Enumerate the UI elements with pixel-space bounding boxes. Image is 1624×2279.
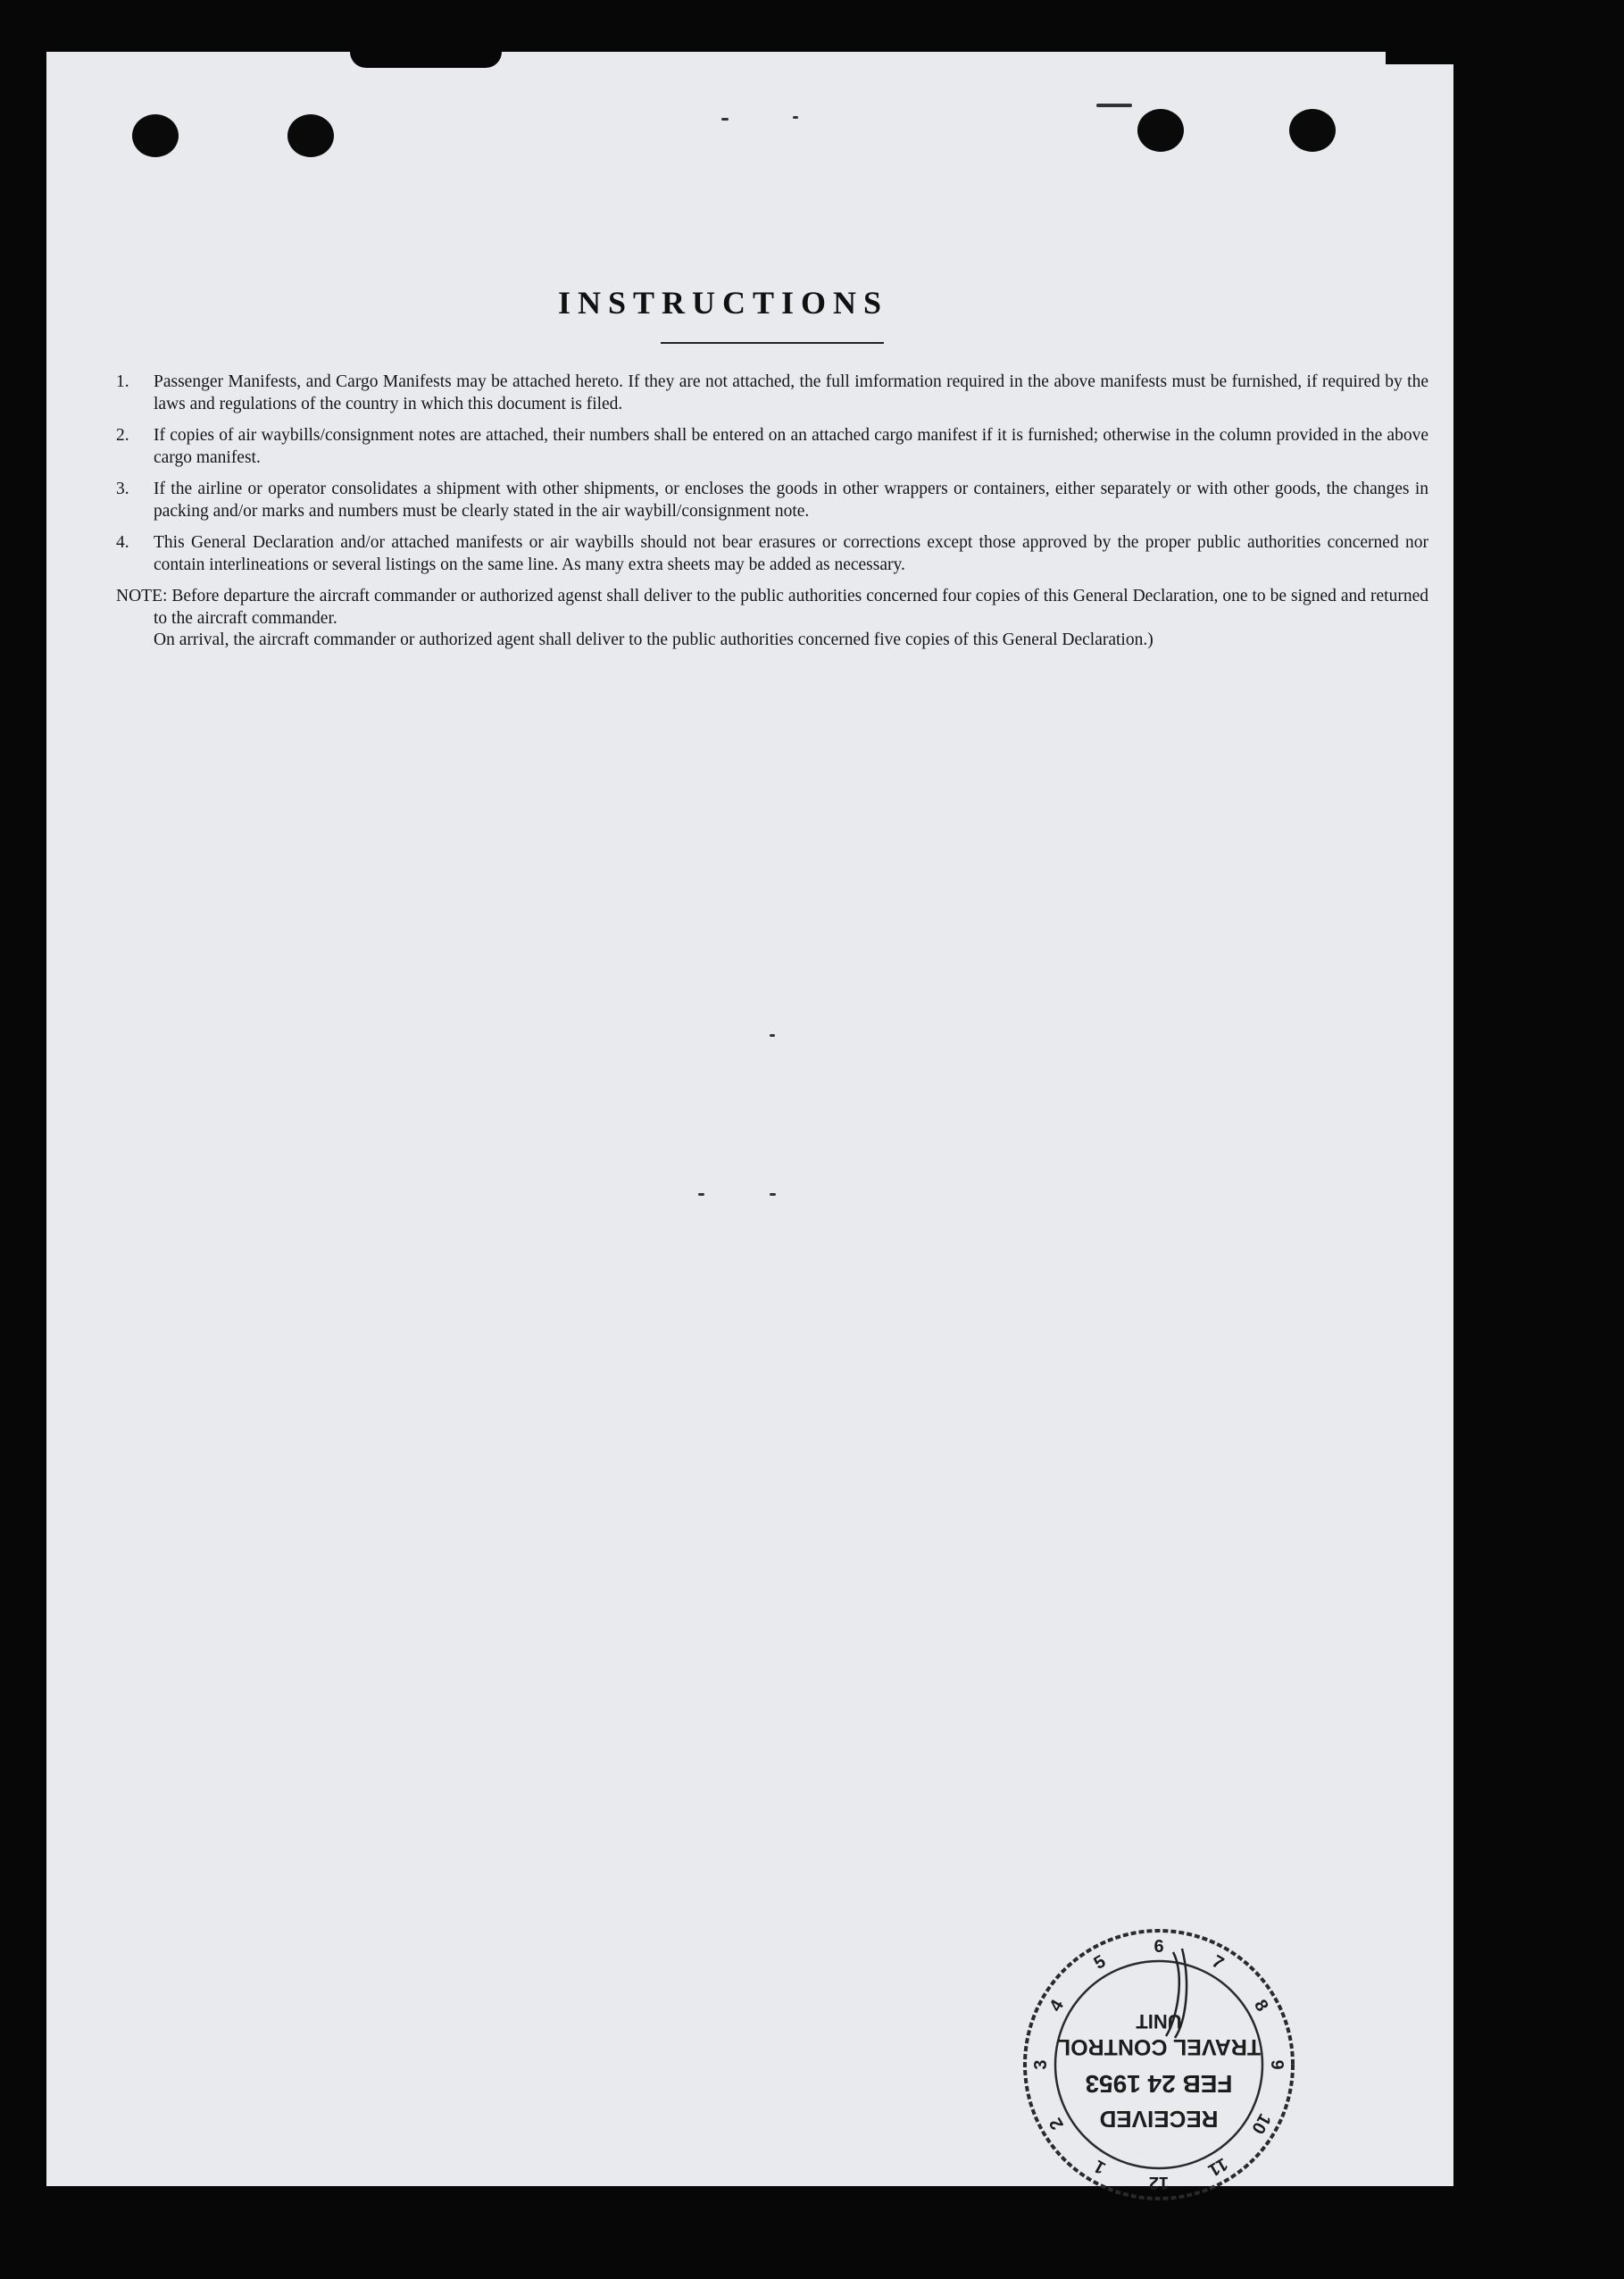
item-number: 2. [116,426,129,445]
scan-speck [793,116,798,119]
stamp-received: RECEIVED [1099,2106,1219,2133]
stamp-clock-ring [1031,1937,1287,2192]
scan-speck [770,1034,775,1037]
note-text: Before departure the aircraft commander or authorized agenst shall deliver to the public authorities concerned four copies of this General Declaration, one to be signed and returned to the aircraft commander. [154,587,1428,628]
received-stamp [1016,1922,1302,2208]
stamp-clock-number: 1 [1090,2156,1110,2178]
stamp-clock-number: 4 [1045,1996,1068,2016]
note-label: NOTE: [116,587,168,605]
item-text: This General Declaration and/or attached manifests or air waybills should not bear erasures or corrections except those approved by the proper public authorities concerned nor contain interlineations or several listings on the same line. As many extra sheets may be added as necessary. [154,533,1428,574]
item-text: If copies of air waybills/consignment notes are attached, their numbers shall be entered on an attached cargo manifest if it is furnished; otherwise in the column provided in the above cargo manifest. [154,426,1428,467]
instruction-item [116,425,1428,469]
stamp-clock-number: 7 [1208,1951,1228,1974]
torn-notch-right [1386,52,1453,64]
stamp-unit: UNIT [1136,2010,1182,2033]
note-paragraph [116,586,1428,630]
stamp-clock-number: 10 [1247,2109,1275,2138]
scan-speck [770,1193,776,1196]
stamp-clock-number: 5 [1090,1951,1110,1974]
title-underline [661,342,884,344]
punch-hole [287,114,334,157]
stamp-clock-number: 8 [1250,1996,1272,2016]
scan-speck [698,1193,704,1196]
item-number: 3. [116,480,129,498]
stamp-clock-number: 9 [1267,2059,1287,2070]
page-title: INSTRUCTIONS [557,285,889,321]
item-text: If the airline or operator consolidates a shipment with other shipments, or encloses the goods in other wrappers or containers, either separately or with other goods, the changes in packing and/or marks and numbers must be clearly stated in the air waybill/consignment note. [154,480,1428,521]
stamp-clock-number: 12 [1148,2173,1170,2192]
stamp-clock-number: 11 [1204,2153,1231,2181]
item-number: 1. [116,372,129,391]
punch-hole [1289,109,1336,152]
punch-hole [1137,109,1184,152]
note-paragraph [154,630,1428,652]
instruction-item [116,532,1428,576]
stamp-clock-number: 6 [1153,1937,1164,1957]
stamp-date: FEB 24 1953 [1085,2070,1233,2098]
torn-notch-left [350,52,502,68]
punch-hole [132,114,179,157]
instructions-list [116,371,1428,652]
scan-speck [721,118,729,121]
instruction-item [116,371,1428,415]
note-block [116,586,1428,652]
stamp-clock-number: 3 [1031,2059,1051,2070]
item-number: 4. [116,533,129,552]
stamp-clock-number: 2 [1045,2114,1068,2133]
item-text: Passenger Manifests, and Cargo Manifests may be attached hereto. If they are not attached, the full imformation required in the above manifests must be furnished, if required by the laws and regulations of the country in which this document is filed. [154,372,1428,413]
stamp-office: TRAVEL CONTROL [1056,2034,1262,2059]
scan-speck [1096,104,1132,107]
instruction-item [116,479,1428,522]
note-text: On arrival, the aircraft commander or authorized agent shall deliver to the public authorities concerned five copies of this General Declaration.) [154,630,1153,649]
